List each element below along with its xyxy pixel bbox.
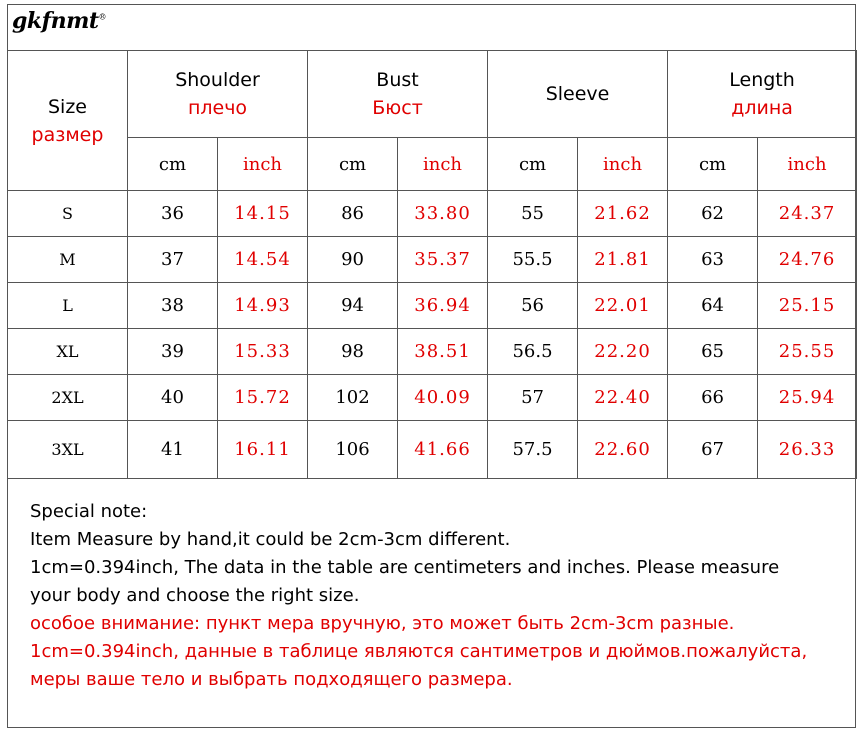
length-header-en: Length [729,69,795,91]
size-cell: XL [8,329,128,375]
shoulder-in-cell: 15.72 [218,375,308,421]
sleeve-in-cell: 22.20 [578,329,668,375]
shoulder-cm-cell: 40 [128,375,218,421]
shoulder-cm-cell: 41 [128,421,218,479]
note-line: your body and choose the right size. [30,585,360,606]
size-header-en: Size [47,95,87,118]
table-header-row [8,51,857,138]
note-line: особое внимание: пункт мера вручную, это может быть 2cm-3cm разные. [30,613,735,634]
length-cm-cell: 66 [668,375,758,421]
sleeve-cm-cell: 57.5 [488,421,578,479]
bust-in-cell: 38.51 [398,329,488,375]
shoulder-in-cell: 14.15 [218,191,308,237]
shoulder-cm-unit: cm [128,138,218,191]
sleeve-cm-cell: 55.5 [488,237,578,283]
bust-cm-cell: 90 [308,237,398,283]
bust-header-en: Bust [376,69,419,91]
size-cell: 2XL [8,375,128,421]
bust-cm-cell: 98 [308,329,398,375]
unit-header-row [8,138,857,191]
size-cell: L [8,283,128,329]
table-row [8,237,857,283]
shoulder-cm-cell: 36 [128,191,218,237]
shoulder-cm-cell: 37 [128,237,218,283]
table-row [8,191,857,237]
shoulder-in-cell: 15.33 [218,329,308,375]
bust-header-cell [308,51,488,138]
length-in-cell: 24.76 [758,237,857,283]
length-in-cell: 25.94 [758,375,857,421]
length-cm-cell: 65 [668,329,758,375]
length-inch-unit: inch [758,138,857,191]
size-cell: M [8,237,128,283]
bust-cm-cell: 94 [308,283,398,329]
bust-inch-unit: inch [398,138,488,191]
sleeve-cm-cell: 57 [488,375,578,421]
bust-cm-unit: cm [308,138,398,191]
size-header-ru: размер [31,123,104,146]
length-cm-unit: cm [668,138,758,191]
length-cm-cell: 62 [668,191,758,237]
sleeve-cm-cell: 56.5 [488,329,578,375]
special-note [30,498,850,694]
shoulder-inch-unit: inch [218,138,308,191]
sleeve-cm-cell: 55 [488,191,578,237]
size-cell: 3XL [8,421,128,479]
shoulder-in-cell: 14.93 [218,283,308,329]
sleeve-in-cell: 22.60 [578,421,668,479]
bust-cm-cell: 106 [308,421,398,479]
sleeve-in-cell: 21.81 [578,237,668,283]
size-table [7,50,857,479]
length-cm-cell: 64 [668,283,758,329]
length-in-cell: 25.55 [758,329,857,375]
note-line: 1cm=0.394inch, The data in the table are centimeters and inches. Please measure [30,557,780,578]
bust-in-cell: 33.80 [398,191,488,237]
length-cm-cell: 63 [668,237,758,283]
note-line: меры ваше тело и выбрать подходящего размера. [30,669,513,690]
bust-header-ru: Бюст [372,97,423,119]
sleeve-inch-unit: inch [578,138,668,191]
bust-in-cell: 36.94 [398,283,488,329]
table-row [8,283,857,329]
note-line: 1cm=0.394inch, данные в таблице являются сантиметров и дюймов.пожалуйста, [30,641,808,662]
bust-cm-cell: 86 [308,191,398,237]
bust-in-cell: 35.37 [398,237,488,283]
shoulder-in-cell: 16.11 [218,421,308,479]
sleeve-cm-cell: 56 [488,283,578,329]
note-line: Item Measure by hand,it could be 2cm-3cm different. [30,529,511,550]
sleeve-in-cell: 21.62 [578,191,668,237]
sleeve-in-cell: 22.40 [578,375,668,421]
brand-logo [12,8,106,34]
bust-in-cell: 40.09 [398,375,488,421]
length-in-cell: 26.33 [758,421,857,479]
length-in-cell: 25.15 [758,283,857,329]
table-row [8,329,857,375]
note-line: Special note: [30,501,148,522]
table-row [8,421,857,479]
length-header-ru: длина [731,97,793,119]
shoulder-header-cell [128,51,308,138]
shoulder-in-cell: 14.54 [218,237,308,283]
bust-cm-cell: 102 [308,375,398,421]
length-in-cell: 24.37 [758,191,857,237]
shoulder-cm-cell: 38 [128,283,218,329]
sleeve-header-cell [488,51,668,138]
length-cm-cell: 67 [668,421,758,479]
shoulder-header-en: Shoulder [175,69,260,91]
sleeve-in-cell: 22.01 [578,283,668,329]
sleeve-header-en: Sleeve [545,83,610,105]
registered-mark: ® [98,12,107,22]
sleeve-cm-unit: cm [488,138,578,191]
shoulder-cm-cell: 39 [128,329,218,375]
table-row [8,375,857,421]
size-header-cell [8,51,128,191]
shoulder-header-ru: плечо [187,97,248,119]
brand-name: gkfnmt [12,8,99,34]
size-cell: S [8,191,128,237]
length-header-cell [668,51,857,138]
bust-in-cell: 41.66 [398,421,488,479]
